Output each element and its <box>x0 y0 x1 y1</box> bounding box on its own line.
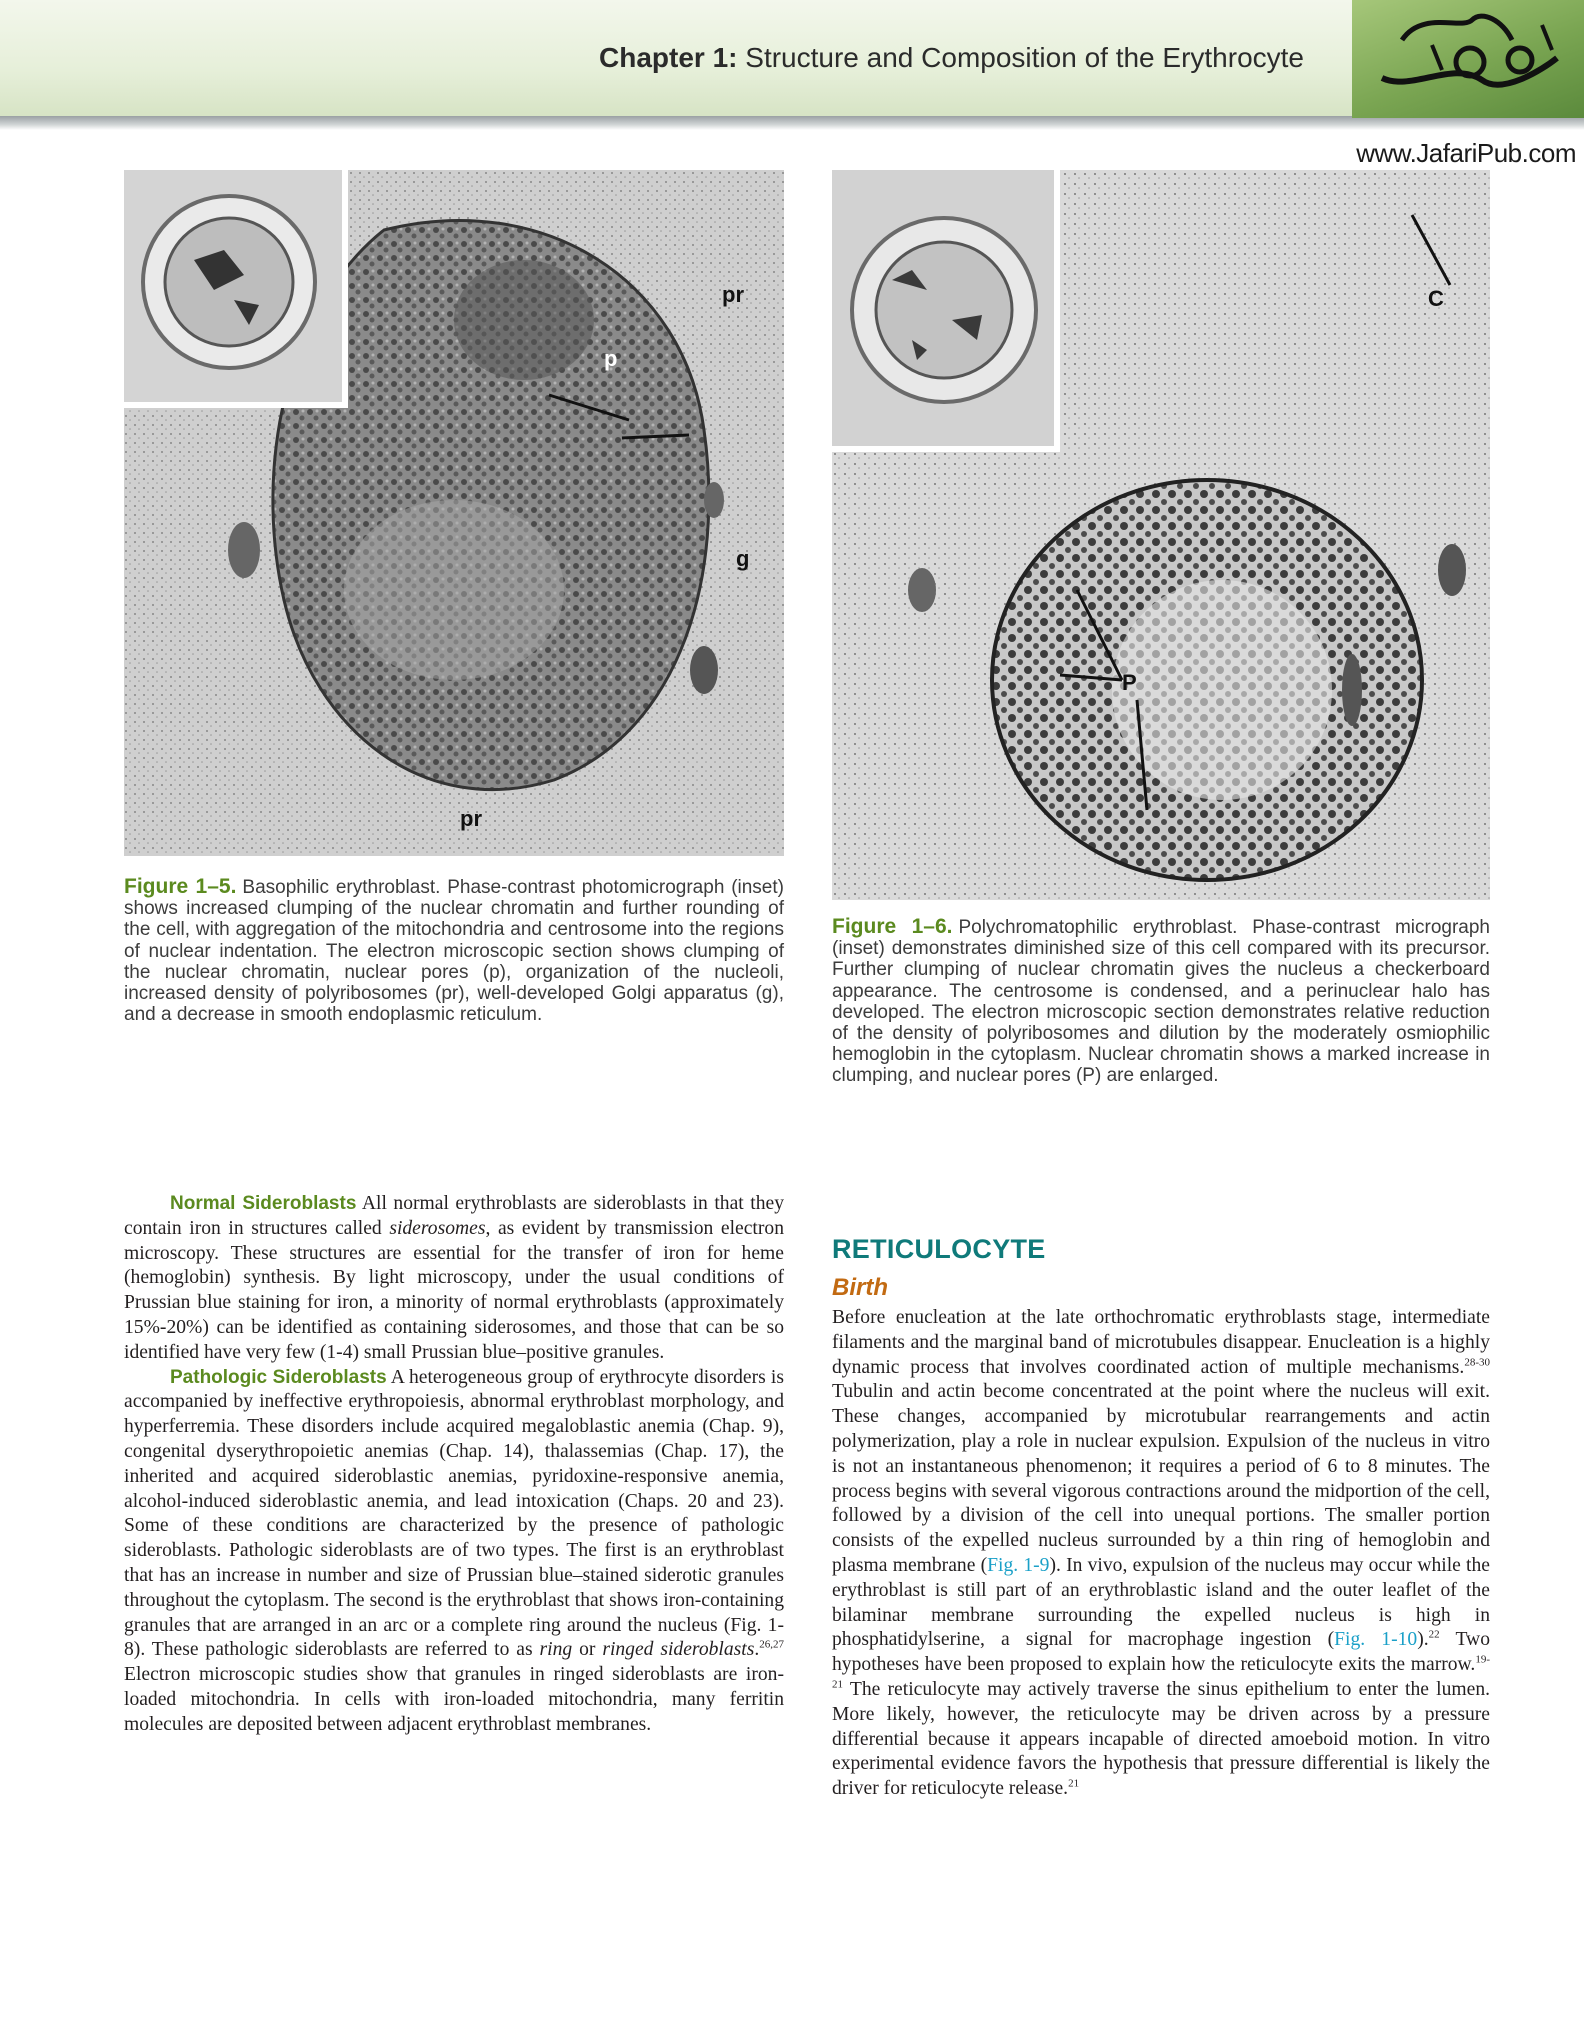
figure-1-5-caption <box>124 876 784 1025</box>
paragraph-birth <box>832 1306 1490 1802</box>
label-p: p <box>604 346 618 371</box>
italic-term: siderosomes <box>389 1217 486 1239</box>
paragraph-normal-sideroblasts <box>124 1192 784 1366</box>
run-in-heading-normal-sideroblasts: Normal Sideroblasts <box>170 1193 357 1214</box>
run-in-heading-pathologic-sideroblasts: Pathologic Sideroblasts <box>170 1366 387 1388</box>
publisher-logo <box>1352 0 1584 118</box>
paragraph-text: ). <box>1417 1629 1429 1651</box>
paragraph-text: Tubulin and actin become concentrated at the point where the nucleus will exit. These changes, accompanied by microtubular rearrangements and actin polymerization, play a role in nuclear expulsion. Expulsion of the nucleus in vitro is not an instantaneous phenomenon; it requires a period of 6 to 8 minutes. The process begins with several vigorous contractions around the midportion of the cell, followed by a division of the cell into unequal portions. The smaller portion consists of the expelled nucleus surrounded by a thin ring of hemoglobin and plasma membrane ( <box>832 1381 1490 1576</box>
running-head <box>599 42 1304 74</box>
reference-superscript: 21 <box>1068 1777 1080 1790</box>
label-pr-top: pr <box>722 282 744 307</box>
reference-superscript: 22 <box>1428 1628 1440 1641</box>
figure-1-6-caption-text: Polychromatophilic erythroblast. Phase-contrast micrograph (inset) demonstrates diminished size of this cell compared with its precursor. Further clumping of nuclear chromatin gives the nucleus a checkerboard appearance. The centrosome is condensed, and a perinuclear halo has developed. The electron microscopic section demonstrates relative reduction of the density of polyribosomes and dilution by the moderately osmiophilic hemoglobin in the cytoplasm. Nuclear chromatin shows a marked increase in clumping, and nuclear pores (P) are enlarged. <box>832 917 1490 1087</box>
figure-1-6-micrograph <box>832 170 1490 900</box>
label-c: C <box>1428 286 1444 311</box>
left-column-text <box>124 1192 784 1738</box>
paragraph-text: Electron microscopic studies show that granules in ringed sideroblasts are iron-loaded mitochondria. In cells with iron-loaded mitochondria, many ferritin molecules are deposited between adjacent erythroblast membranes. <box>124 1664 784 1735</box>
figure-1-5-caption-text: Basophilic erythroblast. Phase-contrast photomicrograph (inset) shows increased clumping of the nuclear chromatin and further rounding of the cell, with aggregation of the mitochondria and centrosome into the regions of nuclear indentation. The electron microscopic section shows clumping of the nuclear chromatin, nuclear pores (p), organization of the nucleoli, increased density of polyribosomes (pr), well-developed Golgi apparatus (g), and a decrease in smooth endoplasmic reticulum. <box>124 877 784 1026</box>
chapter-label: Chapter 1: <box>599 42 738 73</box>
paragraph-text: A heterogeneous group of erythrocyte disorders is accompanied by ineffective erythropoiesis, abnormal erythroblast morphology, and hyperferremia. These disorders include acquired megaloblastic anemia (Chap. 9), congenital dyserythropoietic anemias (Chap. 14), thalassemias (Chap. 17), the inherited and acquired sideroblastic anemias, pyridoxine-responsive anemia, alcohol-induced sideroblastic anemia, and lead intoxication (Chaps. 20 and 23). Some of these conditions are characterized by the presence of pathologic sideroblasts. Pathologic sideroblasts are of two types. The first is an erythroblast that has an increase in number and size of Prussian blue–stained siderotic granules throughout the cytoplasm. The second is the erythroblast that shows iron-containing granules that are arranged in an arc or a complete ring around the nucleus (Fig. 1-8). These pathologic sideroblasts are referred to as <box>124 1366 784 1661</box>
label-p: P <box>1122 670 1137 695</box>
chapter-title: Structure and Composition of the Erythrocyte <box>745 42 1304 73</box>
right-column-text <box>832 1306 1490 1802</box>
paragraph-text: Before enucleation at the late orthochromatic erythroblasts stage, intermediate filaments and the marginal band of microtubules disappear. Enucleation is a highly dynamic process that involves coordinated action of multiple mechanisms. <box>832 1307 1490 1378</box>
italic-term: ring <box>539 1639 573 1661</box>
reference-superscript: 26,27 <box>759 1638 785 1651</box>
site-url: www.JafariPub.com <box>1356 138 1576 168</box>
subsection-heading: Birth <box>832 1274 888 1301</box>
figure-1-5-caption-title: Figure 1–5. <box>124 875 237 898</box>
figure-1-6-caption-title: Figure 1–6. <box>832 915 953 938</box>
electron-micrograph-image <box>832 170 1490 900</box>
paragraph-text: ). In vivo, expulsion of the nucleus may occur while the erythroblast is still part of an erythroblastic island and the outer leaflet of the bilaminar membrane surrounding the expelled nucleus is high in phosphatidylserine, a signal for macrophage ingestion ( <box>832 1554 1490 1651</box>
paragraph-text: Two hypotheses have been proposed to explain how the reticulocyte exits the marrow. <box>832 1629 1491 1676</box>
figure-1-5-micrograph <box>124 170 784 856</box>
paragraph-pathologic-sideroblasts: Pathologic Sideroblasts A heterogeneous group of erythrocyte disorders is accompanied by ineffective erythropoiesis, abnormal erythroblast morphology, and hyperferremia. These disorders include acquired megaloblastic anemia (Chap. 9), congenital dyserythropoietic anemias (Chap. 14), thalassemias (Chap. 17), the inherited and acquired sideroblastic anemias, pyridoxine-responsive anemia, alcohol-induced sideroblastic anemia, and lead intoxication (Chaps. 20 and 23). Some of these conditions are characterized by the presence of pathologic sideroblasts. Pathologic sideroblasts are of two types. The first is an erythroblast that has an increase in number and size of Prussian blue–stained siderotic granules throughout the cytoplasm. The second is the erythroblast that shows iron-containing granules that are arranged in an arc or a complete ring around the nucleus (Fig. 1-8). These pathologic sideroblasts are referred to as ring or ringed sideroblasts.$^{26,27}$ Electron microscopic studies show that granules in ringed sideroblasts are iron-loaded mitochondria. In cells with iron-loaded mitochondria, many ferritin molecules are deposited between adjacent erythroblast membranes. <box>124 1366 785 1735</box>
label-pr-bottom: pr <box>460 806 482 831</box>
paragraph-text: , as evident by transmission electron microscopy. These structures are essential for the transfer of iron for heme (hemoglobin) synthesis. By light microscopy, under the usual conditions of Prussian blue staining for iron, a minority of normal erythroblasts (approximately 15%-20%) can be identified as containing siderosomes, and those that can be so identified have very few (1-4) small Prussian blue–positive granules. <box>124 1217 784 1363</box>
reference-superscript: 19-21 <box>832 1653 1490 1691</box>
figure-link-1-9[interactable]: Fig. 1-9 <box>987 1554 1050 1576</box>
paragraph-text: The reticulocyte may actively traverse the sinus epithelium to enter the lumen. More likely, however, the reticulocyte may be driven across by a pressure differential because it appears incapable of directed amoeboid motion. In vitro experimental evidence favors the hypothesis that pressure differential is likely the driver for reticulocyte release. <box>832 1678 1491 1800</box>
figure-link-1-10[interactable]: Fig. 1-10 <box>1334 1629 1418 1651</box>
calligraphy-logo-icon <box>1352 0 1584 118</box>
reference-superscript: 28-30 <box>1464 1356 1490 1369</box>
section-heading: RETICULOCYTE <box>832 1234 1046 1264</box>
paragraph-text: All normal erythroblasts are sideroblasts in that they contain iron in structures called <box>124 1193 784 1239</box>
label-g: g <box>736 546 750 571</box>
paragraph-text: or <box>579 1639 596 1661</box>
electron-micrograph-image <box>124 170 784 856</box>
italic-term: ringed sideroblasts <box>602 1639 755 1661</box>
figure-1-6-caption <box>832 916 1490 1087</box>
